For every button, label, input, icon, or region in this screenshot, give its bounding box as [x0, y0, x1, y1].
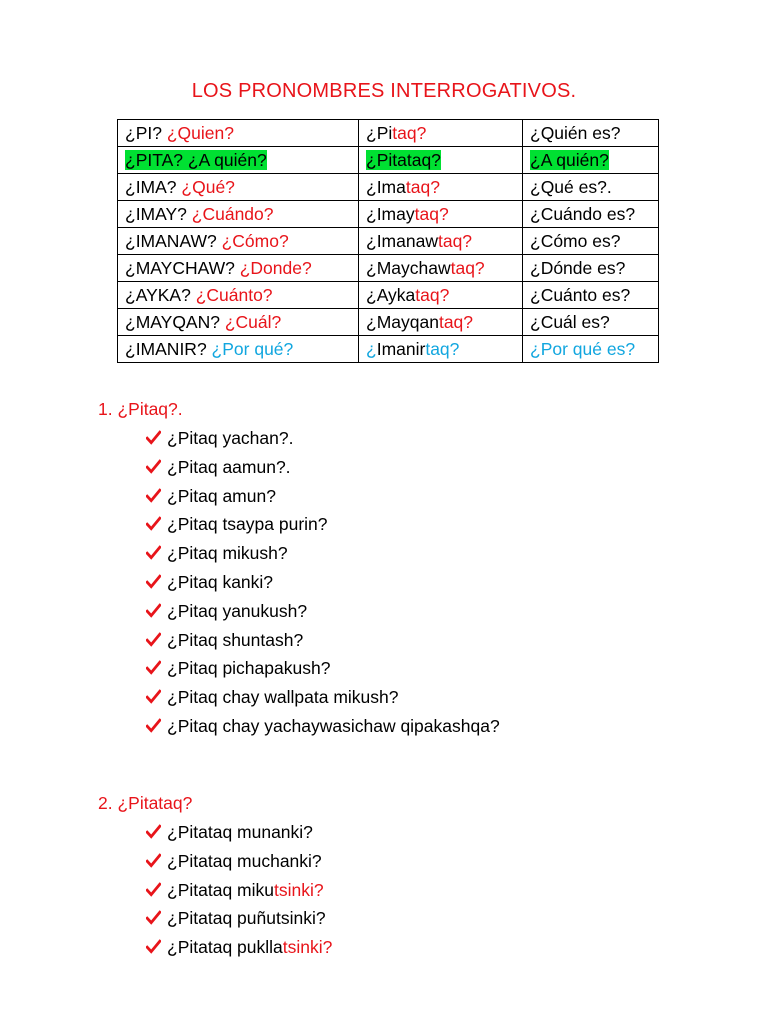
table-cell — [523, 228, 659, 255]
cell-text: ¿PI? — [125, 123, 167, 143]
cell-content — [125, 312, 281, 332]
cell-content — [125, 123, 234, 143]
cell-content — [366, 123, 426, 143]
cell-text: ¿Mayqan — [366, 312, 439, 332]
table-cell — [523, 174, 659, 201]
table-row — [118, 255, 659, 282]
check-icon — [146, 660, 161, 675]
cell-content — [366, 150, 441, 170]
table-row — [118, 228, 659, 255]
item-text: ¿Pitataq puklla — [167, 937, 283, 958]
cell-content — [125, 204, 274, 224]
cell-text-colored: ¿Cómo? — [221, 231, 289, 251]
cell-content — [125, 285, 273, 305]
cell-content — [530, 258, 625, 278]
cell-content — [530, 123, 620, 143]
item-text: ¿Pitaq chay yachaywasichaw qipakashqa? — [167, 715, 500, 736]
cell-text: ¿IMANIR? — [125, 339, 212, 359]
check-icon — [146, 574, 161, 589]
table-cell — [118, 255, 359, 282]
cell-content — [530, 204, 635, 224]
table-cell — [359, 255, 523, 282]
cell-content — [366, 312, 473, 332]
cell-text-colored: taq? — [392, 123, 427, 143]
item-text-suffix: tsinki? — [273, 879, 324, 900]
table-cell — [359, 120, 523, 147]
check-icon — [146, 718, 161, 733]
list-item — [146, 683, 500, 712]
list-item — [146, 482, 500, 511]
cell-content — [530, 177, 612, 197]
cell-content — [125, 177, 235, 197]
cell-text-colored: taq? — [414, 204, 449, 224]
item-text: ¿Pitaq kanki? — [167, 571, 274, 592]
table-cell — [118, 174, 359, 201]
cell-text-colored: ¿Cuál? — [224, 312, 282, 332]
item-text: ¿Pitaq amun? — [167, 485, 276, 506]
section-heading-1: 1. ¿Pitaq?. — [98, 399, 183, 419]
cell-text: ¿Dónde es? — [530, 258, 626, 278]
item-text: ¿Pitaq yachan?. — [167, 428, 294, 448]
item-text: ¿Pitataq puñutsinki? — [167, 908, 326, 929]
list-item — [146, 510, 500, 539]
cell-text-colored: ¿Por qué es? — [530, 339, 636, 359]
table-row — [118, 120, 659, 147]
table-cell — [359, 228, 523, 255]
check-icon — [146, 910, 161, 925]
table-row — [118, 201, 659, 228]
cell-content — [530, 150, 609, 170]
table-cell — [523, 147, 659, 174]
table-cell — [118, 201, 359, 228]
table-cell — [118, 147, 359, 174]
cell-text-colored: taq? — [450, 258, 485, 278]
item-text: ¿Pitaq chay wallpata mikush? — [167, 687, 399, 708]
table-cell — [118, 336, 359, 363]
item-text: ¿Pitataq munanki? — [167, 822, 313, 842]
cell-text: ¿MAYCHAW? — [125, 258, 240, 278]
cell-text: ¿Cuánto es? — [530, 285, 631, 305]
cell-text: ¿Ayka — [366, 285, 416, 305]
list-item — [146, 876, 332, 905]
cell-content — [125, 231, 289, 251]
cell-text — [366, 339, 425, 359]
cell-content — [366, 231, 472, 251]
cell-content — [530, 285, 630, 305]
cell-text: ¿Pitataq? — [366, 150, 441, 170]
cell-content — [366, 285, 449, 305]
cell-text-colored: taq? — [438, 312, 474, 332]
cell-text: ¿IMA? — [125, 177, 182, 197]
cell-text: ¿Cuál es? — [530, 312, 610, 332]
table-cell — [523, 201, 659, 228]
check-icon — [146, 516, 161, 531]
item-text: ¿Pitaq mikush? — [167, 543, 288, 564]
list-item — [146, 818, 332, 847]
table-cell — [523, 120, 659, 147]
cell-text: ¿MAYQAN? — [125, 312, 225, 332]
list-item — [146, 453, 500, 482]
item-text: ¿Pitataq muchanki? — [167, 850, 322, 871]
inverted-question-mark: ¿ — [366, 339, 377, 359]
table-cell — [359, 201, 523, 228]
check-icon — [146, 853, 161, 868]
check-icon — [146, 632, 161, 647]
cell-content — [125, 150, 267, 170]
cell-text-colored: taq? — [415, 285, 450, 305]
table-cell — [359, 147, 523, 174]
check-icon — [146, 824, 161, 839]
cell-text: ¿Ima — [366, 177, 406, 197]
cell-text-colored: taq? — [425, 339, 460, 359]
table-cell — [523, 282, 659, 309]
cell-text-colored: ¿Cuánto? — [195, 285, 273, 305]
cell-content — [366, 339, 459, 359]
cell-text: ¿IMANAW? — [125, 231, 222, 251]
list-item — [146, 847, 332, 876]
item-text: ¿Pitaq pichapakush? — [167, 658, 331, 679]
list-item — [146, 626, 500, 655]
check-icon — [146, 603, 161, 618]
cell-text-colored: ¿Por qué? — [211, 339, 294, 359]
cell-text: ¿Cuándo es? — [530, 204, 636, 224]
cell-content — [530, 231, 620, 251]
cell-text: ¿Imay — [366, 204, 415, 224]
pronouns-table — [117, 119, 659, 363]
cell-text: ¿AYKA? — [125, 285, 196, 305]
table-cell — [523, 309, 659, 336]
check-icon — [146, 689, 161, 704]
table-row — [118, 282, 659, 309]
list-item — [146, 904, 332, 933]
list-item — [146, 597, 500, 626]
list-item — [146, 712, 500, 741]
table-cell — [523, 336, 659, 363]
table-row — [118, 309, 659, 336]
cell-content — [366, 204, 449, 224]
section-2-list — [146, 818, 332, 962]
cell-text-colored: taq? — [437, 231, 473, 251]
cell-text: ¿PITA? ¿A quién? — [125, 150, 267, 170]
table-cell — [118, 282, 359, 309]
table-row — [118, 147, 659, 174]
cell-text: ¿Pi — [366, 123, 393, 143]
section-1-list — [146, 424, 500, 741]
check-icon — [146, 545, 161, 560]
item-text-suffix: tsinki? — [282, 937, 333, 958]
item-text: ¿Pitaq tsaypa purin? — [167, 514, 328, 535]
list-item — [146, 568, 500, 597]
section-heading-2: 2. ¿Pitataq? — [98, 793, 193, 813]
cell-text: ¿A quién? — [530, 150, 609, 170]
cell-text: ¿Maychaw — [366, 258, 451, 278]
table-cell — [359, 174, 523, 201]
check-icon — [146, 488, 161, 503]
table-cell — [118, 120, 359, 147]
table-cell — [118, 228, 359, 255]
table-row — [118, 174, 659, 201]
cell-text: ¿Cómo es? — [530, 231, 621, 251]
cell-text-rest: Imanir — [376, 339, 426, 359]
cell-content — [530, 312, 610, 332]
cell-content — [125, 258, 312, 278]
list-item — [146, 933, 332, 962]
list-item — [146, 424, 500, 453]
page-title: LOS PRONOMBRES INTERROGATIVOS. — [191, 80, 577, 102]
cell-text: ¿IMAY? — [125, 204, 192, 224]
cell-text-colored: taq? — [405, 177, 440, 197]
check-icon — [146, 882, 161, 897]
cell-text-colored: ¿Qué? — [181, 177, 235, 197]
cell-text: ¿Quién es? — [530, 123, 621, 143]
cell-content — [125, 339, 293, 359]
check-icon — [146, 430, 161, 445]
check-icon — [146, 459, 161, 474]
cell-content — [530, 339, 635, 359]
list-item — [146, 654, 500, 683]
list-item — [146, 539, 500, 568]
table-cell — [359, 282, 523, 309]
cell-content — [366, 177, 440, 197]
cell-text: ¿Qué es?. — [530, 177, 612, 197]
item-text: ¿Pitataq miku — [167, 879, 274, 900]
item-text: ¿Pitaq aamun?. — [167, 456, 291, 477]
table-cell — [359, 309, 523, 336]
cell-text: ¿Imanaw — [366, 231, 438, 251]
table-cell — [523, 255, 659, 282]
table-row — [118, 336, 659, 363]
cell-content — [366, 258, 485, 278]
cell-text-colored: ¿Donde? — [239, 258, 312, 278]
check-icon — [146, 939, 161, 954]
table-cell — [118, 309, 359, 336]
item-text: ¿Pitaq shuntash? — [167, 629, 304, 650]
cell-text-colored: ¿Cuándo? — [191, 204, 274, 224]
cell-text-colored: ¿Quien? — [166, 123, 234, 143]
item-text: ¿Pitaq yanukush? — [167, 600, 308, 621]
table-cell — [359, 336, 523, 363]
